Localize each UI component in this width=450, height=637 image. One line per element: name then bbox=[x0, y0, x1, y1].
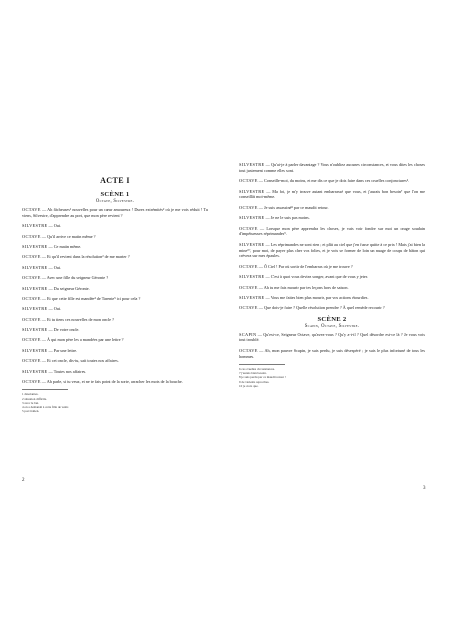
speaker-name: SILVESTRE bbox=[22, 243, 48, 249]
dialogue-line bbox=[239, 178, 425, 184]
dialogue-line bbox=[22, 286, 208, 292]
footnote: 2 situation difficile. bbox=[22, 396, 47, 401]
dialogue-line bbox=[239, 285, 425, 291]
speaker-name: OCTAVE bbox=[22, 358, 41, 364]
footnote: 4 on a demandé à cette fille de venir. bbox=[22, 405, 69, 410]
speech-text: — Oui. bbox=[48, 306, 62, 312]
speaker-name: SILVESTRE bbox=[22, 223, 48, 229]
dialogue-line bbox=[22, 275, 208, 281]
footnote: 8 je suis perdu par ce maudit retour ! bbox=[239, 375, 286, 380]
dialogue-line bbox=[22, 244, 208, 250]
right-dialogue-scene-2 bbox=[239, 332, 425, 360]
speaker-name: SILVESTRE bbox=[22, 264, 48, 270]
dialogue-line bbox=[239, 332, 425, 344]
speech-text: — Qu'est-ce, Seigneur Octave, qu'avez-vous ? Qu'y a-t-il ? Quel désordre est-ce là ? Je vous vois tout troublé. bbox=[239, 331, 426, 343]
speech-text: — Ô Ciel ! Par où sortir de l'embarras où je me trouve ? bbox=[258, 263, 353, 269]
speech-text: — Ah tu me fais mourir par tes leçons hors de saison. bbox=[258, 284, 349, 290]
speaker-name: OCTAVE bbox=[239, 204, 258, 210]
scene-2-characters: Scapin, Octave, Silvestre. bbox=[304, 323, 360, 329]
speech-text: — Et cet oncle, dis-tu, sait toutes nos affaires. bbox=[41, 358, 119, 364]
speaker-name: OCTAVE bbox=[239, 178, 258, 184]
dialogue-line bbox=[239, 215, 425, 221]
footnote: 3 avec le but. bbox=[22, 400, 39, 405]
speaker-name: OCTAVE bbox=[22, 295, 41, 301]
speech-text: — C'est à quoi vous deviez songer, avant que de vous y jeter. bbox=[265, 274, 368, 280]
speech-text: — Que dois-je faire ? Quelle résolution prendre ? À quel remède recourir ? bbox=[258, 305, 385, 311]
speech-text: — Qu'il arrive ce matin même ? bbox=[41, 233, 96, 239]
speech-text: — Lorsque mon père apprendra les choses, je vais voir fondre sur moi un orage soudain d'impétueuses réprimandes⁹. bbox=[239, 225, 426, 237]
dialogue-line bbox=[239, 274, 425, 280]
right-page bbox=[225, 0, 450, 637]
dialogue-line bbox=[22, 306, 208, 312]
speaker-name: OCTAVE bbox=[22, 207, 41, 212]
dialogue-line bbox=[22, 317, 208, 323]
speech-text: — Je ne le suis pas moins. bbox=[265, 215, 310, 221]
act-title: ACTE I bbox=[100, 176, 130, 185]
speaker-name: SILVESTRE bbox=[239, 188, 265, 194]
speaker-name: OCTAVE bbox=[239, 284, 258, 290]
footnote-rule bbox=[239, 364, 285, 365]
speech-text: — À qui mon père les a mandées par une lettre ? bbox=[41, 337, 124, 343]
left-text-column bbox=[22, 176, 208, 413]
speech-text: — Je suis assassiné⁸ par ce maudit retour. bbox=[258, 204, 329, 210]
dialogue-line bbox=[22, 265, 208, 271]
speaker-name: SILVESTRE bbox=[239, 274, 265, 280]
scene-2-title: SCÈNE 2 bbox=[317, 315, 347, 323]
speaker-name: OCTAVE bbox=[22, 233, 41, 239]
dialogue-line bbox=[239, 242, 425, 259]
speaker-name: SILVESTRE bbox=[22, 306, 48, 312]
speaker-name: OCTAVE bbox=[239, 305, 258, 311]
speech-text: — De votre oncle. bbox=[48, 327, 80, 333]
speaker-name: OCTAVE bbox=[239, 347, 258, 353]
dialogue-line bbox=[239, 205, 425, 211]
dialogue-line bbox=[22, 254, 208, 260]
page-number-right: 3 bbox=[423, 486, 426, 491]
dialogue-line bbox=[22, 234, 208, 240]
speaker-name: SILVESTRE bbox=[22, 347, 48, 353]
speaker-name: OCTAVE bbox=[239, 225, 258, 231]
speech-text: — Par une lettre. bbox=[48, 347, 78, 353]
footnote: 9 de violents reproches. bbox=[239, 379, 270, 384]
speech-text: — Ah parle, si tu veux, et ne te fais point de la sorte, arracher les mots de la bouche. bbox=[41, 379, 183, 385]
speaker-name: SILVESTRE bbox=[239, 241, 265, 247]
footnote: 7 j'aurais bien besoin. bbox=[239, 371, 267, 376]
speaker-name: SILVESTRE bbox=[22, 285, 48, 291]
dialogue-line bbox=[239, 348, 425, 360]
footnote: 5 port italien. bbox=[22, 409, 40, 414]
speech-text: — Conseille-moi, du moins, et me dis ce que je dois faire dans ces cruelles conjonctures⁶. bbox=[258, 178, 410, 184]
footnote: 6 ces cruelles circonstances. bbox=[239, 367, 275, 372]
dialogue-line bbox=[239, 295, 425, 301]
speaker-name: OCTAVE bbox=[22, 337, 41, 343]
speaker-name: OCTAVE bbox=[22, 275, 41, 281]
dialogue-line bbox=[22, 379, 208, 385]
speech-text: — Et qu'il revient dans la résolution³ de me marier ? bbox=[41, 254, 130, 260]
dialogue-line bbox=[22, 223, 208, 229]
dialogue-line bbox=[239, 162, 425, 174]
speaker-name: SILVESTRE bbox=[239, 215, 265, 221]
footnote-rule bbox=[22, 389, 68, 390]
speaker-name: SILVESTRE bbox=[239, 294, 265, 300]
speech-text: — Et tu tiens ces nouvelles de mon oncle ? bbox=[41, 316, 114, 322]
speech-text: — Oui. bbox=[48, 264, 62, 270]
speech-text: — Toutes nos affaires. bbox=[48, 368, 87, 374]
speech-text: — Ah, mon pauvre Scapin, je suis perdu, je suis désespéré ; je suis le plus infortuné de tous les hommes. bbox=[239, 347, 425, 359]
right-text-column bbox=[239, 162, 425, 388]
speech-text: — Ma foi, je m'y trouve autant embarrassé que vous, et j'aurais bon besoin⁷ que l'on me conseillât moi-même. bbox=[239, 188, 425, 200]
speaker-name: OCTAVE bbox=[22, 379, 41, 385]
dialogue-line bbox=[239, 264, 425, 270]
speaker-name: SILVESTRE bbox=[22, 327, 48, 333]
dialogue-line bbox=[22, 327, 208, 333]
dialogue-line bbox=[22, 348, 208, 354]
speech-text: — Avec une fille du seigneur Géronte ? bbox=[41, 275, 109, 281]
footnote: 1 désolantes. bbox=[22, 392, 39, 397]
dialogue-line bbox=[239, 189, 425, 201]
footnote: 10 je crois que. bbox=[239, 383, 259, 388]
dialogue-line bbox=[239, 226, 425, 238]
speaker-name: OCTAVE bbox=[239, 263, 258, 269]
speech-text: — Ce matin même. bbox=[48, 243, 82, 249]
scene-1-characters: Octave, Silvestre. bbox=[95, 199, 135, 204]
right-dialogue-scene-1 bbox=[239, 162, 425, 311]
speaker-name: SILVESTRE bbox=[22, 368, 48, 374]
left-dialogue bbox=[22, 207, 208, 385]
dialogue-line bbox=[239, 305, 425, 311]
speaker-name: SILVESTRE bbox=[239, 162, 265, 167]
speech-text: — Vous me faites bien plus mourir, par vos actions étourdies. bbox=[265, 294, 369, 300]
dialogue-line bbox=[22, 358, 208, 364]
dialogue-line bbox=[22, 337, 208, 343]
dialogue-line bbox=[22, 207, 208, 219]
page-number-left: 2 bbox=[22, 478, 25, 483]
scene-1-title: SCÈNE 1 bbox=[100, 191, 130, 198]
speech-text: — Du seigneur Géronte. bbox=[48, 285, 90, 291]
speech-text: — Les réprimandes ne sont rien ; et plût au ciel que j'en fusse quitte à ce prix ! Mais j'ai bien la mine¹⁰, pour moi, de payer plus cher vos folies, et je vois se former de loin un nuage de coups de bâton qui crèvera sur mes épaules. bbox=[239, 241, 426, 259]
right-footnotes bbox=[239, 367, 425, 388]
speech-text: — Qu'ai-je à parler davantage ? Vous n'oubliez aucunes circonstances, et vous dites les choses tout justement comme elles sont. bbox=[239, 162, 425, 173]
dialogue-line bbox=[22, 369, 208, 375]
speech-text: — Ah fâcheuses¹ nouvelles pour un cœur amoureux ! Dures extrémités² où je me vois réduit ! Tu viens, Silvestre, d'apprendre au port, que mon père revient ? bbox=[22, 207, 208, 218]
speech-text: — Oui. bbox=[48, 223, 62, 229]
left-footnotes bbox=[22, 392, 208, 413]
speaker-name: OCTAVE bbox=[22, 254, 41, 260]
speaker-name: SCAPIN bbox=[239, 331, 257, 337]
dialogue-line bbox=[22, 296, 208, 302]
speaker-name: OCTAVE bbox=[22, 316, 41, 322]
speech-text: — Et que cette fille est mandée⁴ de Tarente⁵ ici pour cela ? bbox=[41, 295, 141, 301]
